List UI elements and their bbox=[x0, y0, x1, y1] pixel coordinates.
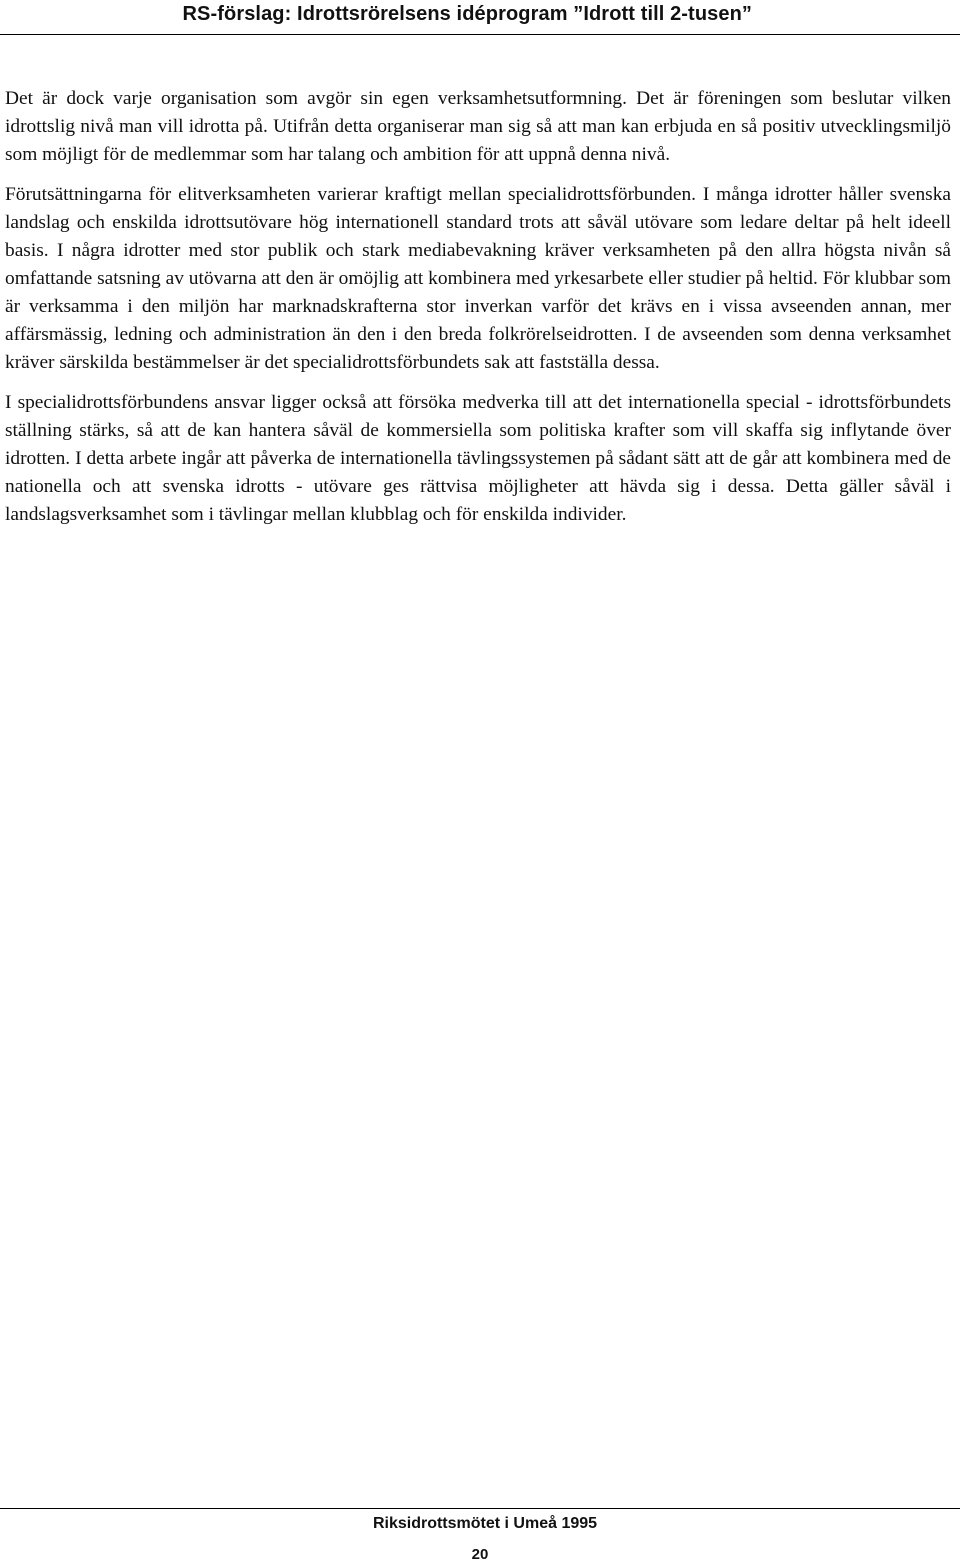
page-number bbox=[0, 1546, 960, 1563]
body-text bbox=[5, 85, 951, 541]
paragraph-3: I specialidrottsförbundens ansvar ligger också att försöka medverka till att det internationella special - idrottsförbundets ställning stärks, så att de kan hantera såväl de kommersiella som politiska krafter som vill skaffa sig inflytande över idrotten. I detta arbete ingår att påverka de internationella tävlingssystemen på sådant sätt att de går att kombinera med de nationella och att svenska idrotts - utövare ges rättvisa möjligheter att hävda sig i dessa. Detta gäller såväl i landslagsverksamhet som i tävlingar mellan klubblag och för enskilda individer. bbox=[5, 392, 951, 525]
paragraph-2: Förutsättningarna för elitverksamheten varierar kraftigt mellan specialidrottsförbunden. I många idrotter håller svenska landslag och enskilda idrottsutövare hög internationell standard trots att såväl utövare som ledare deltar på helt ideell basis. I några idrotter med stor publik och stark mediabevakning kräver verksamheten på den allra högsta nivån så omfattande satsning av utövarna att den är omöjlig att kombinera med yrkesarbete eller studier på heltid. För klubbar som är verksamma i den miljön har marknadskrafterna stor inverkan varför det krävs en i vissa avseenden annan, mer affärsmässig, ledning och administration än den i den breda folkrörelseidrotten. I de avseenden som denna verksamhet kräver särskilda bestämmelser är det specialidrottsförbundets sak att fastställa dessa. bbox=[5, 184, 951, 373]
paragraph-1: Det är dock varje organisation som avgör sin egen verksamhetsutformning. Det är föreningen som beslutar vilken idrottslig nivå man vill idrotta på. Utifrån detta organiserar man sig så att man kan erbjuda en så positiv utvecklingsmiljö som möjligt för de medlemmar som har talang och ambition för att uppnå denna nivå. bbox=[5, 88, 951, 165]
footer-caption-text: Riksidrottsmötet i Umeå 1995 bbox=[372, 1515, 598, 1532]
footer-caption bbox=[0, 1515, 960, 1533]
page-header bbox=[0, 0, 960, 35]
document-title: RS-förslag: Idrottsrörelsens idéprogram ”Idrott till 2-tusen” bbox=[182, 3, 752, 25]
page-number-value: 20 bbox=[471, 1546, 489, 1563]
footer-divider bbox=[0, 1508, 960, 1509]
